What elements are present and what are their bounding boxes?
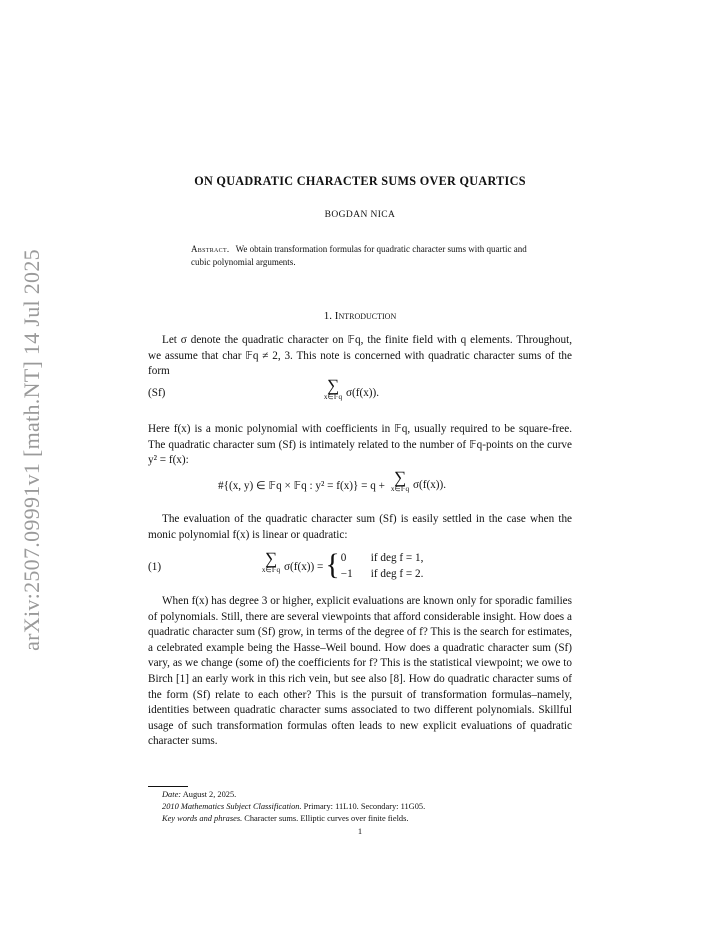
footnote-rule: [148, 786, 188, 787]
summation-subscript: x∈𝔽q: [390, 485, 410, 493]
paragraph-4: [148, 594, 572, 750]
paragraph-text: When f(x) has degree 3 or higher, explicit evaluations are known only for sporadic families of polynomials. Still, there are several viewpoints that afford considerable insight. How does a quadratic character sum (Sf) grow, in terms of the degree of f? This is the search for estimates, a celebrated example being the Hasse–Weil bound. How does a quadratic character sum (Sf) vary, as we change (some of) the coefficients for f? This is the statistical viewpoint; we owe to Birch [1] an early work in this rich vein, but see also [8]. How do quadratic character sums of the form (Sf) relate to each other? This is the pursuit of transformation formulas–namely, identities between quadratic character sums associated to two different polynomials. Skillful usage of such transformation formulas often leads to new explicit evaluations of quadratic character sums.: [148, 595, 572, 748]
sigma-symbol: ∑: [393, 468, 407, 487]
paper-title: ON QUADRATIC CHARACTER SUMS OVER QUARTICS: [194, 174, 526, 188]
sigma-symbol: ∑: [326, 376, 340, 395]
sigma-symbol: ∑: [264, 549, 278, 568]
summation: [260, 551, 282, 574]
case-1-value: 0: [340, 552, 347, 564]
date-label: Date:: [162, 790, 182, 799]
cases: [341, 551, 424, 582]
equation-1-lhs: σ(f(x)) =: [284, 561, 324, 573]
paragraph-3: [148, 512, 572, 543]
case-2: [341, 567, 424, 583]
msc-label: 2010 Mathematics Subject Classification.: [162, 802, 302, 811]
summation: [389, 470, 411, 493]
paragraph-text: Here f(x) is a monic polynomial with coefficients in 𝔽q, usually required to be square-free. The quadratic character sum (Sf) is intimately related to the number of 𝔽q-points on the curve y² = f(x):: [148, 423, 572, 467]
footnote-date: [162, 789, 572, 801]
case-2-condition: if deg f = 2.: [370, 567, 424, 580]
abstract-text: We obtain transformation formulas for quadratic character sums with quartic and cubic polynomial arguments.: [191, 244, 527, 267]
summation: [322, 378, 344, 401]
footnote-msc: [162, 801, 572, 813]
section-heading: [148, 310, 572, 322]
footnote-keywords: [162, 813, 572, 825]
paragraph-1: [148, 333, 572, 380]
arxiv-watermark: [10, 250, 54, 650]
equation-count-rhs: σ(f(x)).: [413, 479, 447, 491]
case-1-condition: if deg f = 1,: [370, 552, 424, 564]
keywords-label: Key words and phrases.: [162, 814, 243, 823]
keywords-value: Character sums. Elliptic curves over finite fields.: [244, 814, 409, 823]
summation-subscript: x∈𝔽q: [323, 393, 343, 401]
equation-sf: [322, 378, 379, 401]
case-1: [341, 551, 424, 567]
section-title: Introduction: [334, 310, 397, 322]
case-2-value: −1: [340, 567, 353, 580]
equation-point-count: [218, 470, 446, 493]
abstract-heading: Abstract.: [191, 244, 230, 254]
section-number: 1.: [323, 310, 333, 322]
equation-count-lhs: #{(x, y) ∈ 𝔽q × 𝔽q : y² = f(x)} = q +: [218, 480, 385, 492]
equation-1: [260, 548, 424, 582]
equation-1-label: (1): [148, 561, 162, 573]
arxiv-identifier: arXiv:2507.09991v1 [math.NT] 14 Jul 2025: [19, 249, 45, 651]
equation-sf-label: (Sf): [148, 387, 166, 399]
msc-value: Primary: 11L10. Secondary: 11G05.: [303, 802, 426, 811]
cases-brace: {: [325, 548, 340, 581]
page-number: 1: [357, 826, 363, 836]
paragraph-text: Let σ denote the quadratic character on 𝔽q, the finite field with q elements. Throughout, we assume that char 𝔽q ≠ 2, 3. This note is concerned with quadratic character sums of the form: [148, 334, 572, 378]
author-name: BOGDAN NICA: [324, 210, 396, 220]
paragraph-text: The evaluation of the quadratic character sum (Sf) is easily settled in the case when the monic polynomial f(x) is linear or quadratic:: [148, 513, 572, 541]
equation-sf-body: σ(f(x)).: [346, 387, 380, 399]
abstract: [191, 243, 531, 269]
paragraph-2: [148, 422, 572, 469]
summation-subscript: x∈𝔽q: [261, 566, 281, 574]
date-value: August 2, 2025.: [182, 790, 237, 799]
